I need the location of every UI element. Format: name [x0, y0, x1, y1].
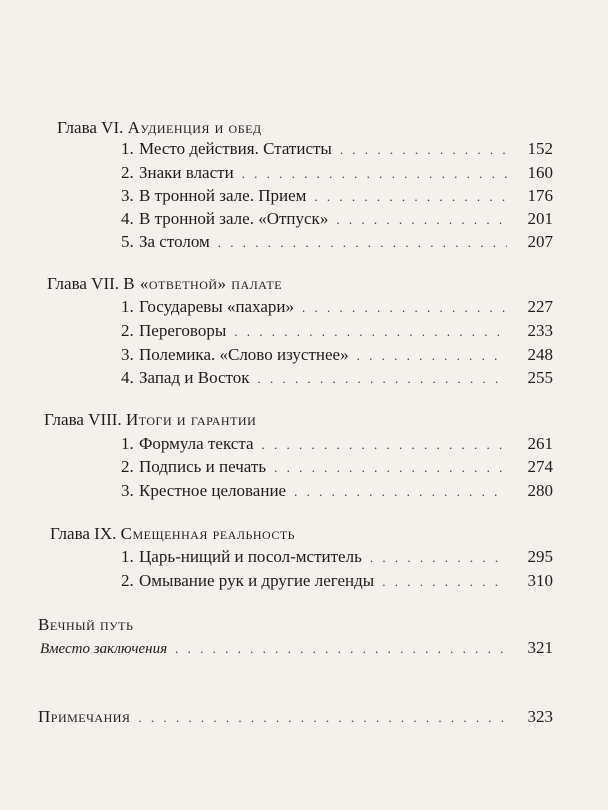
dot-leader	[175, 638, 507, 660]
toc-entry[interactable]	[121, 320, 553, 342]
toc-entry[interactable]	[121, 208, 553, 230]
dot-leader	[340, 139, 507, 161]
dot-leader	[357, 345, 507, 367]
dot-leader	[262, 434, 507, 456]
chapter-label: Глава VI.	[57, 118, 124, 137]
entry-page: 248	[527, 345, 553, 364]
notes-title: Примечания	[38, 707, 131, 726]
entry-title: Полемика. «Слово изустнее»	[139, 345, 349, 364]
dot-leader	[302, 297, 507, 319]
entry-number: 3.	[121, 186, 134, 205]
entry-title: Царь-нищий и посол-мститель	[139, 547, 362, 566]
toc-entry[interactable]	[121, 480, 553, 502]
epilogue-title: Вечный путь	[38, 615, 134, 634]
dot-leader	[138, 707, 507, 729]
chapter-title: В «ответной» палате	[123, 274, 283, 293]
toc-entry[interactable]	[121, 433, 553, 455]
entry-number: 1.	[121, 434, 134, 453]
entry-page: 323	[527, 707, 553, 726]
epilogue-entry[interactable]	[40, 637, 553, 659]
entry-page: 227	[527, 297, 553, 316]
entry-title: За столом	[139, 232, 210, 251]
entry-page: 321	[527, 638, 553, 657]
entry-title: В тронной зале. «Отпуск»	[139, 209, 329, 228]
entry-title: Омывание рук и другие легенды	[139, 571, 375, 590]
entry-page: 274	[527, 457, 553, 476]
dot-leader	[336, 209, 507, 231]
entry-number: 2.	[121, 457, 134, 476]
dot-leader	[314, 186, 507, 208]
entry-number: 3.	[121, 345, 134, 364]
chapter-label: Глава VII.	[47, 274, 120, 293]
entry-number: 1.	[121, 547, 134, 566]
dot-leader	[294, 481, 507, 503]
entry-number: 1.	[121, 139, 134, 158]
toc-entry[interactable]	[121, 344, 553, 366]
dot-leader	[218, 232, 507, 254]
entry-page: 310	[527, 571, 553, 590]
entry-title: Место действия. Статисты	[139, 139, 332, 158]
dot-leader	[242, 163, 507, 185]
chapter-heading	[50, 524, 295, 544]
dot-leader	[274, 457, 507, 479]
entry-number: 4.	[121, 368, 134, 387]
entry-page: 201	[527, 209, 553, 228]
toc-entry[interactable]	[121, 570, 553, 592]
toc-entry[interactable]	[121, 367, 553, 389]
notes-entry[interactable]	[38, 706, 553, 728]
entry-page: 261	[527, 434, 553, 453]
entry-page: 207	[527, 232, 553, 251]
entry-number: 2.	[121, 571, 134, 590]
entry-title: Знаки власти	[139, 163, 234, 182]
entry-number: 5.	[121, 232, 134, 251]
entry-title: Переговоры	[139, 321, 227, 340]
toc-entry[interactable]	[121, 456, 553, 478]
dot-leader	[382, 571, 507, 593]
entry-number: 1.	[121, 297, 134, 316]
dot-leader	[234, 321, 507, 343]
entry-page: 295	[527, 547, 553, 566]
entry-title: Подпись и печать	[139, 457, 267, 476]
chapter-title: Итоги и гарантии	[125, 410, 257, 429]
chapter-title: Смещенная реальность	[120, 524, 296, 543]
epilogue-subtitle: Вместо заключения	[40, 641, 168, 657]
toc-entry[interactable]	[121, 138, 553, 160]
entry-page: 176	[527, 186, 553, 205]
entry-number: 2.	[121, 321, 134, 340]
toc-entry[interactable]	[121, 231, 553, 253]
toc-entry[interactable]	[121, 185, 553, 207]
toc-entry[interactable]	[121, 296, 553, 318]
chapter-heading	[47, 274, 282, 294]
entry-title: Крестное целование	[139, 481, 287, 500]
entry-page: 160	[527, 163, 553, 182]
entry-number: 3.	[121, 481, 134, 500]
entry-number: 4.	[121, 209, 134, 228]
chapter-heading	[57, 118, 262, 138]
entry-title: Запад и Восток	[139, 368, 250, 387]
entry-page: 233	[527, 321, 553, 340]
toc-entry[interactable]	[121, 546, 553, 568]
chapter-label: Глава VIII.	[44, 410, 122, 429]
entry-title: Государевы «пахари»	[139, 297, 295, 316]
chapter-label: Глава IX.	[50, 524, 117, 543]
entry-page: 152	[527, 139, 553, 158]
entry-title: Формула текста	[139, 434, 254, 453]
entry-title: В тронной зале. Прием	[139, 186, 307, 205]
entry-page: 255	[527, 368, 553, 387]
dot-leader	[258, 368, 508, 390]
toc-entry[interactable]	[121, 162, 553, 184]
entry-number: 2.	[121, 163, 134, 182]
entry-page: 280	[527, 481, 553, 500]
chapter-heading	[44, 410, 256, 430]
dot-leader	[370, 547, 507, 569]
chapter-title: Аудиенция и обед	[127, 118, 262, 137]
